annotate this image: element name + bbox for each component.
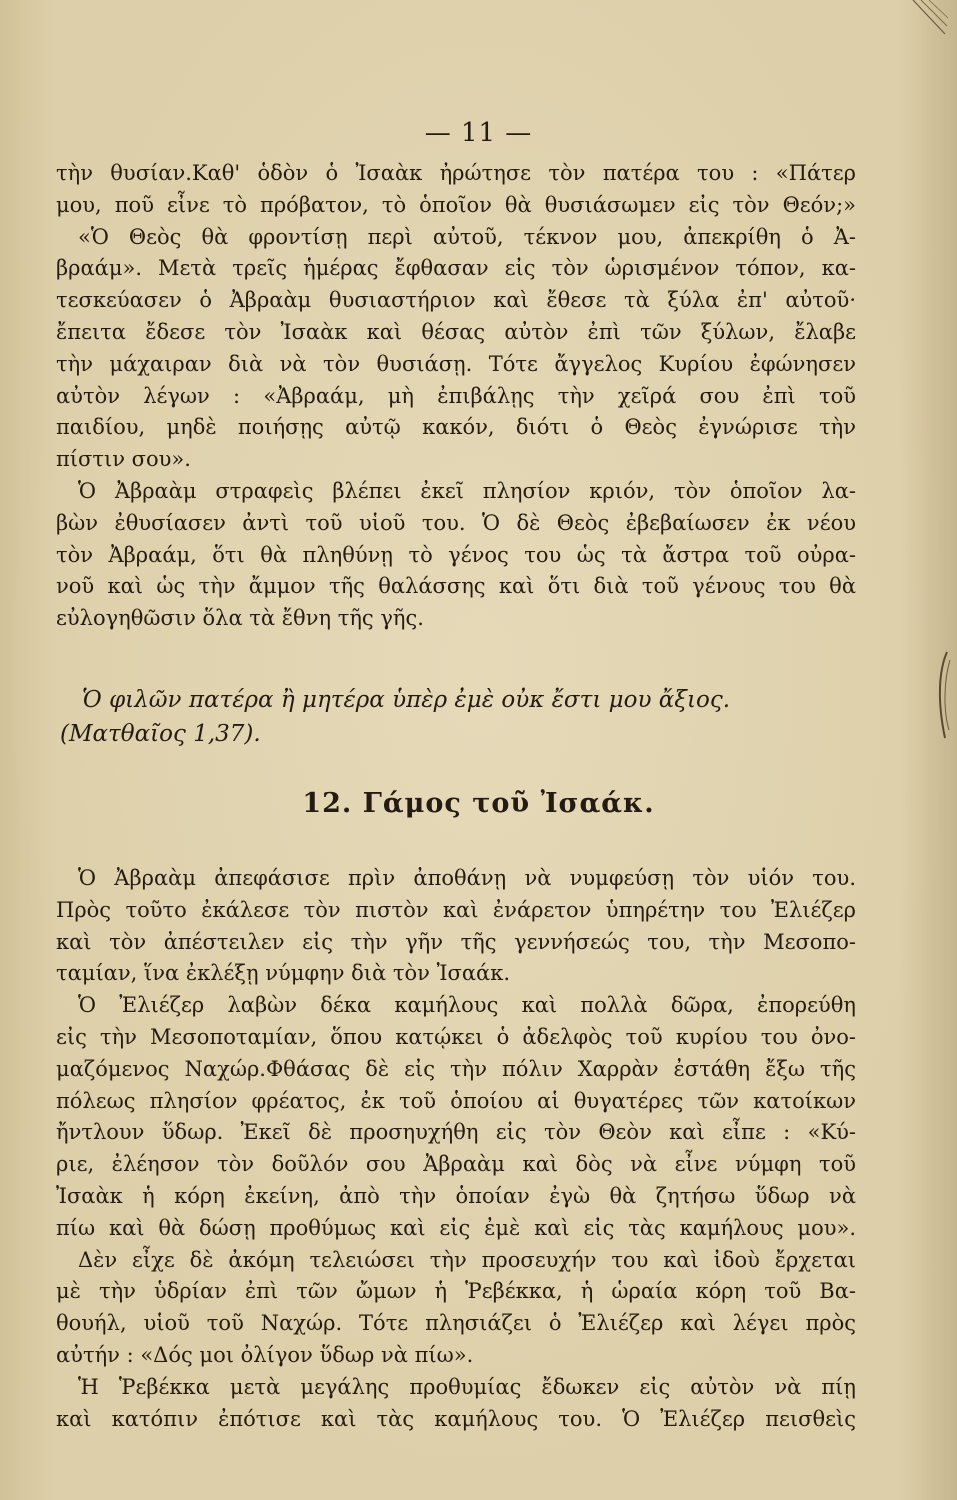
- section-heading: 12. Γάμος τοῦ Ἰσαάκ.: [302, 788, 655, 819]
- page-edge-marks: [933, 650, 951, 740]
- scripture-quote: [60, 683, 856, 751]
- text-line: Πρὸς τοῦτο ἐκάλεσε τὸν πιστὸν καὶ ἐνάρετον ὑπηρέτην του Ἐλιέζερ: [56, 897, 856, 922]
- text-line: τὴν μάχαιραν διὰ νὰ τὸν θυσιάσῃ. Τότε ἄγγελος Κυρίου ἐφώνησεν: [56, 351, 856, 376]
- text-line: ἔπειτα ἔδεσε τὸν Ἰσαὰκ καὶ θέσας αὐτὸν ἐπὶ τῶν ξύλων, ἔλαβε: [56, 319, 856, 344]
- text-line: θουήλ, υἱοῦ τοῦ Ναχώρ. Τότε πλησιάζει ὁ Ἐλιέζερ καὶ λέγει πρὸς: [56, 1311, 856, 1336]
- text-line: βὼν ἐθυσίασεν ἀντὶ τοῦ υἱοῦ του. Ὁ δὲ Θεὸς ἐβεβαίωσεν ἐκ νέου: [56, 510, 856, 535]
- text-line: καὶ τὸν ἀπέστειλεν εἰς τὴν γῆν τῆς γεννήσεώς του, τὴν Μεσοπο-: [56, 929, 856, 954]
- text-line: πόλεως πλησίον φρέατος, ἐκ τοῦ ὁποίου αἱ θυγατέρες τῶν κατοίκων: [56, 1088, 856, 1113]
- text-line: καὶ κατόπιν ἐπότισε καὶ τὰς καμήλους του. Ὁ Ἐλιέζερ πεισθεὶς: [56, 1406, 856, 1431]
- text-line: εὐλογηθῶσιν ὅλα τὰ ἔθνη τῆς γῆς.: [56, 606, 424, 631]
- text-line: ἤντλουν ὕδωρ. Ἐκεῖ δὲ προσηυχήθη εἰς τὸν Θεὸν καὶ εἶπε : «Κύ-: [56, 1120, 856, 1145]
- text-line: «Ὁ Θεὸς θὰ φροντίσῃ περὶ αὐτοῦ, τέκνον μου, ἀπεκρίθη ὁ Ἀ-: [78, 224, 856, 249]
- section-1-text: [56, 158, 856, 635]
- corner-scratch-marks: [909, 0, 949, 36]
- text-line: Ὁ Ἀβραὰμ στραφεὶς βλέπει ἐκεῖ πλησίον κριόν, τὸν ὁποῖον λα-: [78, 478, 856, 503]
- text-line: τεσκεύασεν ὁ Ἀβραὰμ θυσιαστήριον καὶ ἔθεσε τὰ ξύλα ἐπ' αὐτοῦ·: [56, 288, 856, 313]
- text-line: αὐτήν : «Δός μοι ὀλίγον ὕδωρ νὰ πίω».: [56, 1342, 474, 1367]
- page-number: — 11 —: [424, 118, 533, 148]
- text-line: μου, ποῦ εἶνε τὸ πρόβατον, τὸ ὁποῖον θὰ θυσιάσωμεν εἰς τὸν Θεόν;»: [56, 192, 856, 217]
- text-line: εἰς τὴν Μεσοποταμίαν, ὅπου κατῴκει ὁ ἀδελφὸς τοῦ κυρίου του ὀνο-: [56, 1024, 856, 1049]
- text-line: Δὲν εἶχε δὲ ἀκόμη τελειώσει τὴν προσευχήν του καὶ ἰδοὺ ἔρχεται: [78, 1247, 856, 1272]
- text-line: ταμίαν, ἵνα ἐκλέξῃ νύμφην διὰ τὸν Ἰσαάκ.: [56, 961, 511, 986]
- text-line: Ὁ Ἀβραὰμ ἀπεφάσισε πρὶν ἀποθάνῃ νὰ νυμφεύσῃ τὸν υἱόν του.: [78, 866, 856, 890]
- text-line: αὐτὸν λέγων : «Ἀβραάμ, μὴ ἐπιβάλῃς τὴν χεῖρά σου ἐπὶ τοῦ: [56, 383, 856, 408]
- text-line: Ἡ Ῥεβέκκα μετὰ μεγάλης προθυμίας ἔδωκεν εἰς αὐτὸν νὰ πίῃ: [78, 1374, 856, 1399]
- text-line: τὸν Ἀβραάμ, ὅτι θὰ πληθύνῃ τὸ γένος του ὡς τὰ ἄστρα τοῦ οὐρα-: [56, 542, 856, 567]
- text-line: τὴν θυσίαν.Καθ' ὁδὸν ὁ Ἰσαὰκ ἠρώτησε τὸν πατέρα του : «Πάτερ: [56, 161, 856, 185]
- text-line: ριε, ἐλέησον τὸν δοῦλόν σου Ἀβραὰμ καὶ δὸς νὰ εἶνε νύμφη τοῦ: [56, 1152, 856, 1177]
- text-line: μὲ τὴν ὑδρίαν ἐπὶ τῶν ὤμων ἡ Ῥεβέκκα, ἡ ὡραία κόρη τοῦ Βα-: [56, 1279, 856, 1304]
- text-line: πίστιν σου».: [56, 447, 191, 472]
- text-line: βραάμ». Μετὰ τρεῖς ἡμέρας ἔφθασαν εἰς τὸν ὡρισμένον τόπον, κα-: [56, 256, 856, 281]
- text-line: πίω καὶ θὰ δώσῃ προθύμως καὶ εἰς ἐμὲ καὶ εἰς τὰς καμήλους μου».: [56, 1215, 856, 1240]
- quote-line: Ὁ φιλῶν πατέρα ἢ μητέρα ὑπὲρ ἐμὲ οὐκ ἔστι μου ἄξιος.: [82, 687, 731, 713]
- quote-citation: (Ματθαῖος 1,37).: [60, 721, 261, 747]
- text-line: μαζόμενος Ναχώρ.Φθάσας δὲ εἰς τὴν πόλιν Χαρρὰν ἐστάθη ἔξω τῆς: [56, 1056, 856, 1081]
- text-line: Ὁ Ἐλιέζερ λαβὼν δέκα καμήλους καὶ πολλὰ δῶρα, ἐπορεύθη: [78, 993, 856, 1018]
- text-line: νοῦ καὶ ὡς τὴν ἄμμον τῆς θαλάσσης καὶ ὅτι διὰ τοῦ γένους του θὰ: [56, 574, 856, 599]
- text-line: Ἰσαὰκ ἡ κόρη ἐκείνη, ἀπὸ τὴν ὁποίαν ἐγὼ θὰ ζητήσω ὕδωρ νὰ: [56, 1183, 856, 1208]
- section-2-text: [56, 863, 856, 1435]
- text-line: παιδίου, μηδὲ ποιήσῃς αὐτῷ κακόν, διότι ὁ Θεὸς ἐγνώρισε τὴν: [56, 415, 856, 440]
